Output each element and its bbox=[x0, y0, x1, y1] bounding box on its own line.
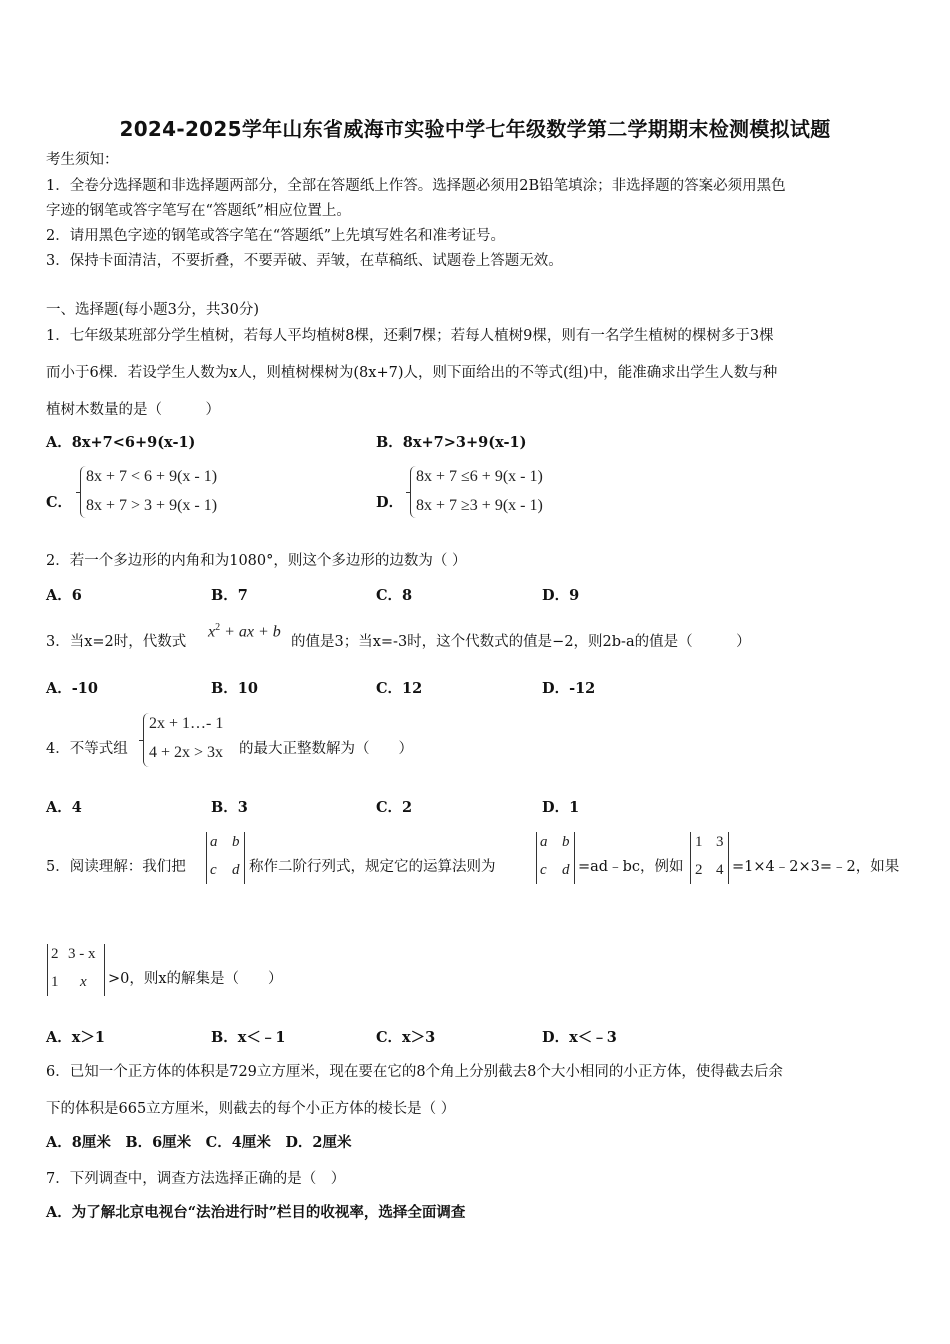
q5-det1-d: d bbox=[232, 862, 240, 878]
q1-option-c-row-2: 8x + 7 > 3 + 9(x - 1) bbox=[86, 497, 218, 514]
q5-stem-part-2: 称作二阶行列式，规定它的运算法则为 bbox=[249, 859, 496, 875]
q2-option-b[interactable]: B．7 bbox=[211, 587, 248, 604]
q4-option-b[interactable]: B．3 bbox=[211, 799, 248, 816]
q5-stem-part-5: >0，则x的解集是（ ） bbox=[108, 971, 283, 987]
notice-item-2: 2．请用黑色字迹的钢笔或答字笔在“答题纸”上先填写姓名和准考证号。 bbox=[46, 228, 506, 244]
q5-det2-b: b bbox=[562, 834, 570, 850]
q3-option-c[interactable]: C．12 bbox=[376, 680, 423, 697]
q5-example-b: 3 bbox=[716, 834, 724, 850]
page-title: 2024-2025学年山东省威海市实验中学七年级数学第二学期期末检测模拟试题 bbox=[119, 117, 831, 141]
q3-stem-pre: 3．当x=2时，代数式 bbox=[46, 634, 187, 650]
q1-option-a[interactable]: A．8x+7<6+9(x-1) bbox=[46, 434, 196, 451]
q4-option-d[interactable]: D．1 bbox=[542, 799, 580, 816]
notice-item-1-line-1: 1．全卷分选择题和非选择题两部分，全部在答题纸上作答。选择题必须用2B铅笔填涂；非选择题的答案必须用黑色 bbox=[46, 178, 786, 194]
notice-item-3: 3．保持卡面清洁，不要折叠，不要弄破、弄皱，在草稿纸、试题卷上答题无效。 bbox=[46, 253, 563, 269]
q5-question-det-a: 2 bbox=[51, 946, 59, 962]
q3-expression bbox=[208, 622, 281, 641]
q1-stem-line-1: 1．七年级某班部分学生植树，若每人平均植树8棵，还剩7棵；若每人植树9棵，则有一名学生植树的棵树多于3棵 bbox=[46, 328, 774, 344]
notice-heading: 考生须知： bbox=[46, 152, 119, 168]
q5-question-det-b: 3 - x bbox=[68, 946, 96, 962]
q5-question-det-right-bar bbox=[104, 944, 105, 996]
q3-expr-rest: + ax + b bbox=[220, 623, 281, 641]
q5-example-d: 4 bbox=[716, 862, 724, 878]
q1-option-b[interactable]: B．8x+7>3+9(x-1) bbox=[376, 434, 527, 451]
q2-stem: 2．若一个多边形的内角和为1080°，则这个多边形的边数为（ ） bbox=[46, 553, 467, 569]
q5-det1-b: b bbox=[232, 834, 240, 850]
q5-det2-right-bar bbox=[574, 832, 575, 884]
q5-question-det-left-bar bbox=[47, 944, 48, 996]
q5-stem-part-4: =1×4﹣2×3=﹣2，如果 bbox=[732, 859, 900, 875]
q1-option-d-label[interactable]: D． bbox=[376, 494, 404, 511]
q6-stem-line-2: 下的体积是665立方厘米，则截去的每个小正方体的棱长是（ ） bbox=[46, 1101, 456, 1117]
q5-question-det-d: x bbox=[80, 974, 87, 990]
q5-option-d[interactable]: D．x＜﹣3 bbox=[542, 1029, 617, 1046]
q4-option-c[interactable]: C．2 bbox=[376, 799, 413, 816]
q5-det2-a: a bbox=[540, 834, 548, 850]
q5-det2-d: d bbox=[562, 862, 570, 878]
notice-item-1-line-2: 字迹的钢笔或答字笔写在“答题纸”相应位置上。 bbox=[46, 203, 351, 219]
q4-system-row-2: 4 + 2x > 3x bbox=[149, 744, 224, 761]
q5-example-c: 2 bbox=[695, 862, 703, 878]
q6-options[interactable]: A．8厘米 B．6厘米 C．4厘米 D．2厘米 bbox=[46, 1134, 352, 1151]
q2-option-a[interactable]: A．6 bbox=[46, 587, 82, 604]
q3-option-d[interactable]: D．-12 bbox=[542, 680, 596, 697]
q5-det1-left-bar bbox=[206, 832, 207, 884]
q6-stem-line-1: 6．已知一个正方体的体积是729立方厘米，现在要在它的8个角上分别截去8个大小相同的小正方体，使得截去后余 bbox=[46, 1064, 783, 1080]
q1-option-d-row-2: 8x + 7 ≥3 + 9(x - 1) bbox=[416, 497, 543, 514]
q7-stem: 7．下列调查中，调查方法选择正确的是（ ） bbox=[46, 1171, 346, 1187]
q5-det2-left-bar bbox=[536, 832, 537, 884]
q5-det1-c: c bbox=[210, 862, 217, 878]
q1-stem-line-3: 植树木数量的是（ ） bbox=[46, 402, 220, 418]
q2-option-c[interactable]: C．8 bbox=[376, 587, 413, 604]
q1-option-c-row-1: 8x + 7 < 6 + 9(x - 1) bbox=[86, 468, 218, 485]
q5-example-left-bar bbox=[690, 832, 691, 884]
q5-stem-part-1: 5．阅读理解：我们把 bbox=[46, 859, 186, 875]
q1-option-c-label[interactable]: C． bbox=[46, 494, 73, 511]
q7-option-a[interactable] bbox=[46, 1203, 465, 1223]
q1-option-d-row-1: 8x + 7 ≤6 + 9(x - 1) bbox=[416, 468, 543, 485]
q3-option-b[interactable]: B．10 bbox=[211, 680, 258, 697]
q3-expr-x: x bbox=[208, 623, 216, 641]
q5-det1-right-bar bbox=[244, 832, 245, 884]
q3-expr-exponent: 2 bbox=[215, 622, 221, 633]
q5-option-b[interactable]: B．x＜﹣1 bbox=[211, 1029, 286, 1046]
section-heading: 一、选择题(每小题3分，共30分) bbox=[46, 302, 259, 318]
q5-option-a[interactable]: A．x＞1 bbox=[46, 1029, 105, 1046]
q5-example-a: 1 bbox=[695, 834, 703, 850]
q3-option-a[interactable]: A．-10 bbox=[46, 680, 98, 697]
q1-stem-line-2: 而小于6棵．若设学生人数为x人，则植树棵树为(8x+7)人，则下面给出的不等式(组)中，能准确求出学生人数与种 bbox=[46, 365, 778, 381]
q5-det1-a: a bbox=[210, 834, 218, 850]
q5-stem-part-3: =ad﹣bc，例如 bbox=[578, 859, 684, 875]
q4-option-a[interactable]: A．4 bbox=[46, 799, 82, 816]
q5-question-det-c: 1 bbox=[51, 974, 59, 990]
q4-stem-post: 的最大正整数解为（ ） bbox=[239, 741, 413, 757]
q3-stem-post: 的值是3；当x=-3时，这个代数式的值是−2，则2b-a的值是（ ） bbox=[291, 634, 751, 650]
q4-stem-pre: 4．不等式组 bbox=[46, 741, 128, 757]
q5-example-right-bar bbox=[728, 832, 729, 884]
q2-option-d[interactable]: D．9 bbox=[542, 587, 580, 604]
q5-det2-c: c bbox=[540, 862, 547, 878]
q4-system-row-1: 2x + 1…- 1 bbox=[149, 715, 224, 732]
q7-option-a-text: A．为了解北京电视台“法治进行时”栏目的收视率，选择全面调查 bbox=[46, 1204, 466, 1221]
q5-option-c[interactable]: C．x＞3 bbox=[376, 1029, 436, 1046]
